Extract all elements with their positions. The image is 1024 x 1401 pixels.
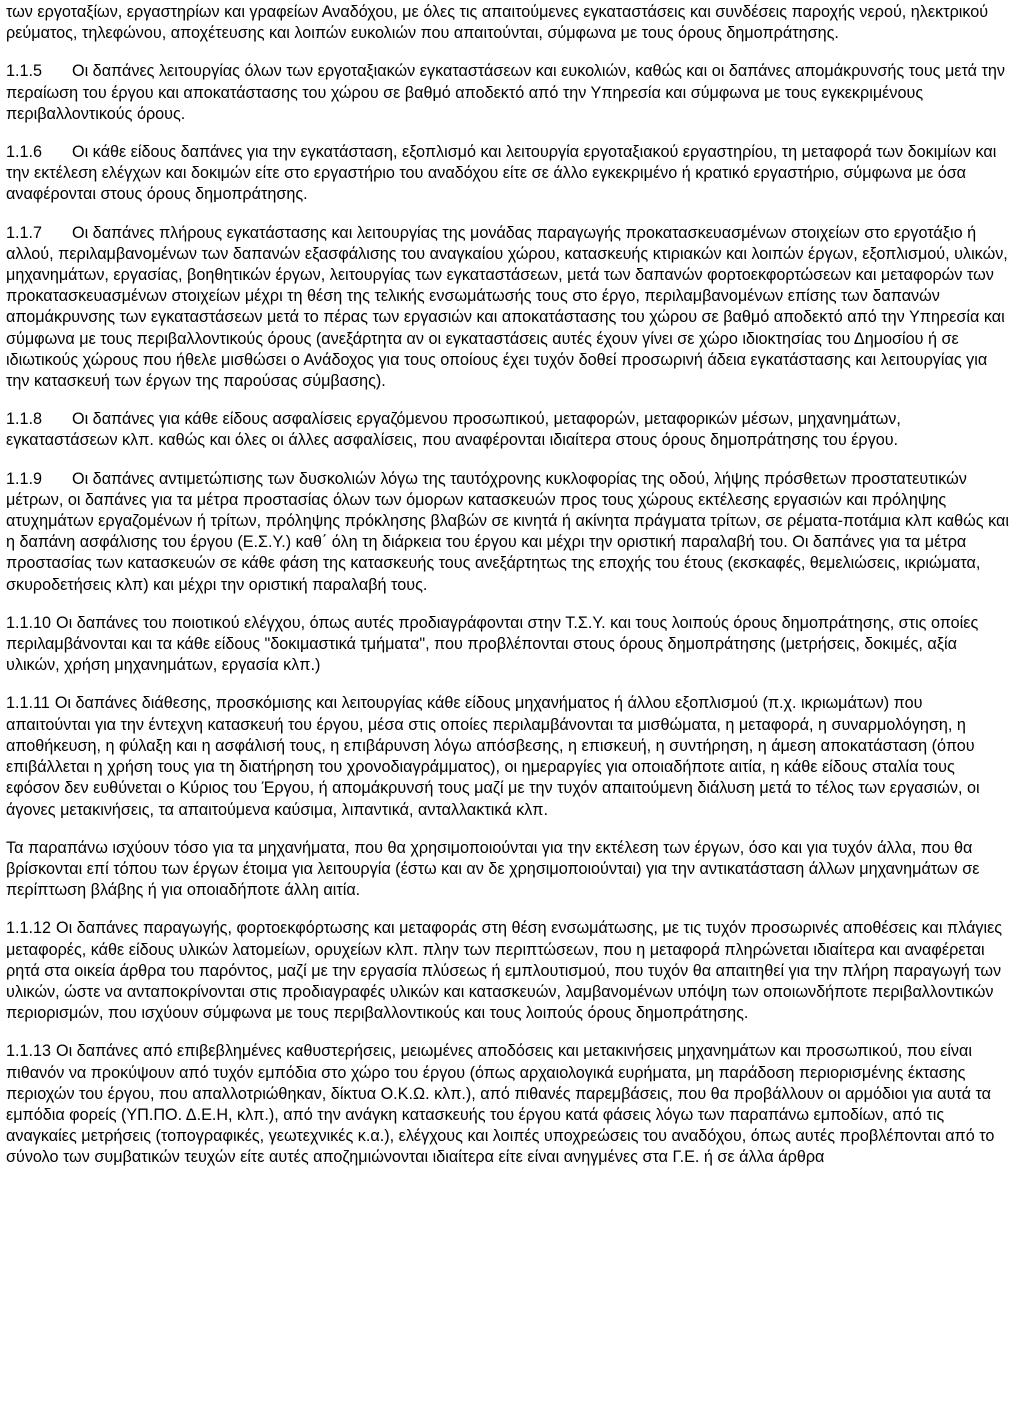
paragraph-text: Οι δαπάνες πλήρους εγκατάστασης και λειτουργίας της μονάδας παραγωγής προκατασκευασμένων στοιχείων στο εργοτάξιο ή αλλού, περιλαμβανομένων των δαπανών εξασφάλισης του αναγκαίου χώρου, κατασκευής κτιριακών και λοιπών έργων, εξοπλισμού, υλικών, μηχανημάτων, εργασίας, βοηθητικών έργων, λειτουργίας των εγκαταστάσεων, μετά των δαπανών φορτοεκφορτώσεων και μεταφορών των προκατασκευασμένων στοιχείων μέχρι τη θέση της τελικής ενσωμάτωσής τους στο έργο, περιλαμβανομένων επίσης των δαπανών απομάκρυνσης των εγκαταστάσεων μετά το πέρας των εργασιών και αποκατάστασης του χώρου σε βαθμό αποδεκτό από την Υπηρεσία και σύμφωνα με τους περιβαλλοντικούς όρους (ανεξάρτητα αν οι εγκαταστάσεις αυτές έχουν γίνει σε χώρο ιδιοκτησίας του Δημοσίου ή σε ιδιωτικούς χώρους που ήθελε μισθώσει ο Ανάδοχος για τους οποίους έχει τυχόν δοθεί προσωρινή άδεια εγκατάστασης και λειτουργίας για την κατασκευή των έργων της παρούσας σύμβασης). xyxy=(6,223,1008,391)
paragraph-text: των εργοταξίων, εργαστηρίων και γραφείων Αναδόχου, με όλες τις απαιτούμενες εγκαταστάσεις και συνδέσεις παροχής νερού, ηλεκτρικού ρεύματος, τηλεφώνου, αποχέτευσης και λοιπών ευκολιών που απαιτούνται, σύμφωνα με τους όρους δημοπράτησης. xyxy=(6,3,989,43)
paragraph-number: 1.1.11 xyxy=(6,694,50,713)
paragraph-1-1-11 xyxy=(6,693,1010,820)
paragraph-number: 1.1.7 xyxy=(6,223,43,242)
paragraph-text: Τα παραπάνω ισχύουν τόσο για τα μηχανήματα, που θα χρησιμοποιούνται για την εκτέλεση των έργων, όσο και για τυχόν άλλα, που θα βρίσκονται επί τόπου των έργων έτοιμα για λειτουργία (έστω και αν δε χρησιμοποιούνται) για την αντικατάσταση άλλων μηχανημάτων σε περίπτωση βλάβης ή για οποιαδήποτε άλλη αιτία. xyxy=(6,838,980,900)
paragraph-text: Οι κάθε είδους δαπάνες για την εγκατάσταση, εξοπλισμό και λειτουργία εργοταξιακού εργαστηρίου, τη μεταφορά των δοκιμίων και την εκτέλεση ελέγχων και δοκιμών είτε στο εργαστήριο του αναδόχου είτε σε άλλο εγκεκριμένο ή κρατικό εργαστήριο, σύμφωνα με όσα αναφέρονται στους όρους δημοπράτησης. xyxy=(6,143,997,204)
paragraph-continuation xyxy=(6,2,1010,44)
paragraph-number: 1.1.8 xyxy=(6,410,43,429)
paragraph-1-1-13 xyxy=(6,1041,1010,1168)
paragraph-1-1-12 xyxy=(6,918,1010,1024)
paragraph-number: 1.1.5 xyxy=(6,62,43,81)
paragraph-text: Οι δαπάνες για κάθε είδους ασφαλίσεις εργαζόμενου προσωπικού, μεταφορών, μεταφορικών μέσων, μηχανημάτων, εγκαταστάσεων κλπ. καθώς και όλες οι άλλες ασφαλίσεις, που αναφέρονται ιδιαίτερα στους όρους δημοπράτησης του έργου. xyxy=(6,410,901,450)
paragraph-number: 1.1.10 xyxy=(6,613,52,632)
paragraph-1-1-6 xyxy=(6,142,1010,206)
paragraph-text: Οι δαπάνες λειτουργίας όλων των εργοταξιακών εγκαταστάσεων και ευκολιών, καθώς και οι δαπάνες απομάκρυνσής τους μετά την περαίωση του έργου και αποκατάστασης του χώρου σε βαθμό αποδεκτό από την Υπηρεσία και σύμφωνα με τους εγκεκριμένους περιβαλλοντικούς όρους. xyxy=(6,62,1006,123)
paragraph-text: Οι δαπάνες του ποιοτικού ελέγχου, όπως αυτές προδιαγράφονται στην Τ.Σ.Υ. και τους λοιπούς όρους δημοπράτησης, στις οποίες περιλαμβάνονται και τα κάθε είδους "δοκιμαστικά τμήματα", που προβλέπονται στους όρους δημοπράτησης (μετρήσεις, δοκιμές, αξία υλικών, χρήση μηχανημάτων, εργασία κλπ.) xyxy=(6,613,979,675)
paragraph-text: Οι δαπάνες αντιμετώπισης των δυσκολιών λόγω της ταυτόχρονης κυκλοφορίας της οδού, λήψης πρόσθετων προστατευτικών μέτρων, οι δαπάνες για τα μέτρα προστασίας όλων των όμορων κατασκευών προς τους χώρους εκτέλεσης εργασιών και πρόληψης ατυχημάτων εργαζομένων ή τρίτων, πρόληψης πρόκλησης βλαβών σε κινητά ή ακίνητα πράγματα τρίτων, σε ρέματα-ποτάμια κλπ καθώς και η δαπάνη ασφάλισης του έργου (Ε.Σ.Υ.) καθ΄ όλη τη διάρκεια του έργου και μέχρι την οριστική παραλαβή του. Οι δαπάνες για τα μέτρα προστασίας των κατασκευών σε κάθε φάση της κατασκευής τους ανεξάρτητως της εποχής του έτους (εκσκαφές, θεμελιώσεις, ικριώματα, σκυροδετήσεις κλπ) και μέχρι την οριστική παραλαβή τους. xyxy=(6,469,1009,594)
paragraph-1-1-8 xyxy=(6,409,1010,451)
paragraph-number: 1.1.13 xyxy=(6,1042,52,1061)
paragraph-text: Οι δαπάνες παραγωγής, φορτοεκφόρτωσης και μεταφοράς στη θέση ενσωμάτωσης, με τις τυχόν προσωρινές αποθέσεις και πλάγιες μεταφορές, κάθε είδους υλικών λατομείων, ορυχείων κλπ. πλην των περιπτώσεων, που η μεταφορά πληρώνεται ιδιαίτερα και αναφέρεται ρητά στα οικεία άρθρα του παρόντος, μαζί με την εργασία πλύσεως ή εμπλουτισμού, που τυχόν θα απαιτηθεί για την πλήρη παραγωγή των υλικών, ώστε να ανταποκρίνονται στις προδιαγραφές υλικών και κατασκευών, λαμβανομένων υπόψη των οποιωνδήποτε περιβαλλοντικών περιορισμών, που ισχύουν σύμφωνα με τους περιβαλλοντικούς και τους λοιπούς όρους δημοπράτησης. xyxy=(6,919,1003,1023)
paragraph-number: 1.1.12 xyxy=(6,919,52,938)
paragraph-machinery-note xyxy=(6,838,1010,902)
paragraph-1-1-7 xyxy=(6,223,1010,393)
paragraph-1-1-9 xyxy=(6,469,1010,596)
paragraph-number: 1.1.6 xyxy=(6,143,43,162)
paragraph-1-1-10 xyxy=(6,613,1010,677)
paragraph-1-1-5 xyxy=(6,61,1010,125)
paragraph-text: Οι δαπάνες από επιβεβλημένες καθυστερήσεις, μειωμένες αποδόσεις και μετακινήσεις μηχανημάτων και προσωπικού, που είναι πιθανόν να προκύψουν από τυχόν εμπόδια στο χώρο του έργου (όπως αρχαιολογικά ευρήματα, μη παράδοση περιορισμένης έκτασης περιοχών του έργου, που απαλλοτριώθηκαν, δίκτυα Ο.Κ.Ω. κλπ.), από πιθανές παρεμβάσεις, που θα προβάλλουν οι αρμόδιοι για αυτά τα εμπόδια φορείς (ΥΠ.ΠΟ. Δ.Ε.Η, κλπ.), από την ανάγκη κατασκευής του έργου κατά φάσεις λόγω των παραπάνω εμποδίων, από τις αναγκαίες μετρήσεις (τοπογραφικές, γεωτεχνικές κ.α.), ελέγχους και λοιπές υποχρεώσεις του αναδόχου, όπως αυτές προβλέπονται από το σύνολο των συμβατικών τευχών είτε αυτές αποζημιώνονται ιδιαίτερα είτε είναι ανηγμένες στα Γ.Ε. ή σε άλλα άρθρα xyxy=(6,1042,995,1167)
paragraph-text: Οι δαπάνες διάθεσης, προσκόμισης και λειτουργίας κάθε είδους μηχανήματος ή άλλου εξοπλισμού (π.χ. ικριωμάτων) που απαιτούνται για την έντεχνη κατασκευή του έργου, μέσα στις οποίες περιλαμβάνονται τα μισθώματα, η μεταφορά, η συναρμολόγηση, η αποθήκευση, η φύλαξη και η ασφάλισή τους, η επιβάρυνση λόγω απόσβεσης, η επισκευή, η συντήρηση, η άμεση αποκατάσταση (όπου επιβάλλεται η χρήση τους για τη διατήρηση του χρονοδιαγράμματος), οι ημεραργίες για οποιαδήποτε αιτία, η κάθε είδους σταλία τους εφόσον δεν ευθύνεται ο Κύριος του Έργου, ή απομάκρυνσή τους μαζί με την τυχόν απαιτούμενη διάλυση μετά το τέλος των εργασιών, οι άγονες μετακινήσεις, τα απαιτούμενα καύσιμα, λιπαντικά, ανταλλακτικά κλπ. xyxy=(6,694,980,819)
paragraph-number: 1.1.9 xyxy=(6,469,43,488)
